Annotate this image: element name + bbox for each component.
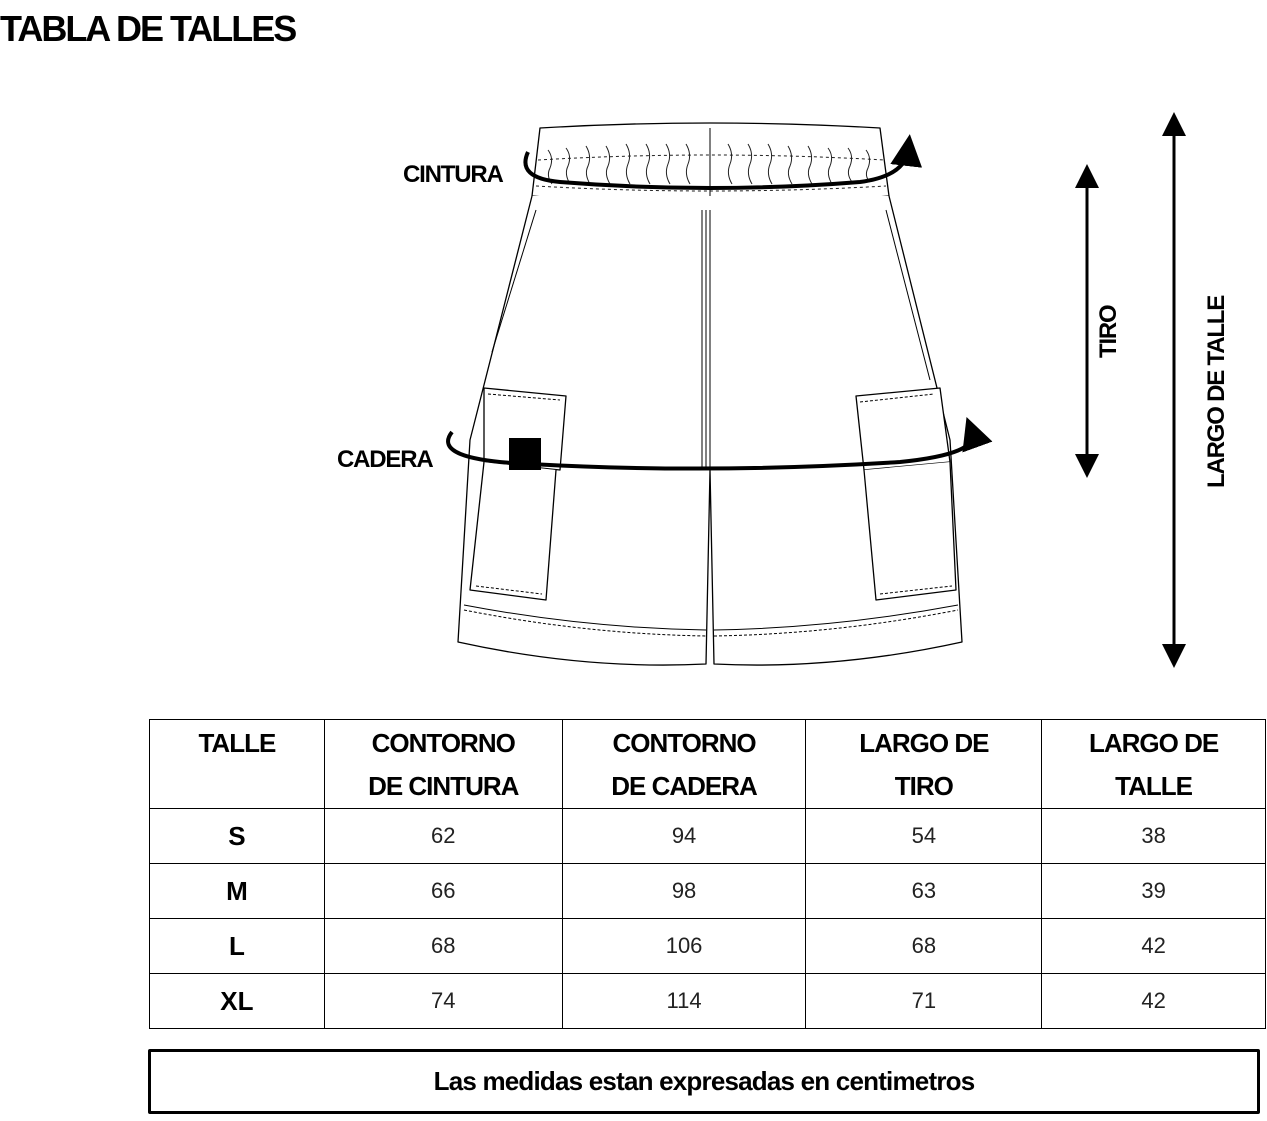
value-cell: 62 [324, 809, 562, 864]
table-row [150, 974, 1266, 1029]
size-table [149, 719, 1266, 1029]
label-largo-de-talle: LARGO DE TALLE [1203, 295, 1230, 488]
value-cell: 42 [1042, 974, 1266, 1029]
value-cell: 54 [806, 809, 1042, 864]
header-contorno-cintura: CONTORNO DE CINTURA [324, 720, 562, 809]
size-cell: XL [150, 974, 325, 1029]
value-cell: 74 [324, 974, 562, 1029]
value-cell: 68 [324, 919, 562, 974]
header-largo-tiro: LARGO DE TIRO [806, 720, 1042, 809]
value-cell: 63 [806, 864, 1042, 919]
page-title: TABLA DE TALLES [0, 8, 296, 49]
label-tiro: TIRO [1095, 305, 1122, 358]
table-row [150, 919, 1266, 974]
table-header-row [150, 720, 1266, 809]
header-contorno-cadera: CONTORNO DE CADERA [562, 720, 806, 809]
value-cell: 106 [562, 919, 806, 974]
units-note: Las medidas estan expresadas en centimetros [148, 1049, 1260, 1114]
value-cell: 114 [562, 974, 806, 1029]
size-cell: L [150, 919, 325, 974]
header-largo-talle: LARGO DE TALLE [1042, 720, 1266, 809]
value-cell: 38 [1042, 809, 1266, 864]
value-cell: 94 [562, 809, 806, 864]
label-cadera: CADERA [337, 446, 433, 473]
size-cell: M [150, 864, 325, 919]
value-cell: 98 [562, 864, 806, 919]
value-cell: 39 [1042, 864, 1266, 919]
table-row [150, 864, 1266, 919]
size-cell: S [150, 809, 325, 864]
shorts-drawing [458, 123, 962, 665]
table-row [150, 809, 1266, 864]
label-cintura: CINTURA [403, 161, 503, 188]
value-cell: 71 [806, 974, 1042, 1029]
value-cell: 66 [324, 864, 562, 919]
header-talle: TALLE [150, 720, 325, 809]
value-cell: 68 [806, 919, 1042, 974]
value-cell: 42 [1042, 919, 1266, 974]
